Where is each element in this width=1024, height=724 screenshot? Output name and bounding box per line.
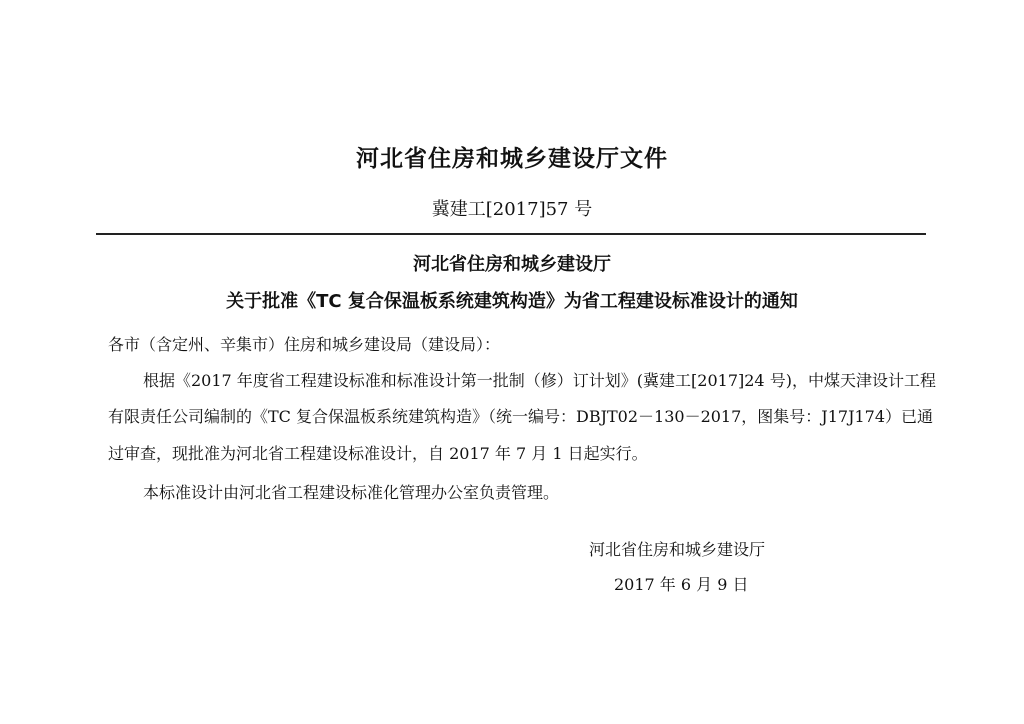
document-number: 冀建工[2017]57 号 xyxy=(431,199,593,220)
header-divider xyxy=(96,233,926,235)
body-paragraph-2: 本标准设计由河北省工程建设标准化管理办公室负责管理。 xyxy=(143,483,560,502)
signature-organization: 河北省住房和城乡建设厅 xyxy=(589,540,766,559)
signature-date: 2017 年 6 月 9 日 xyxy=(614,575,749,594)
body-paragraph-1-line-2: 有限责任公司编制的《TC 复合保温板系统建筑构造》（统一编号：DBJT02－130－2017，图集号：J17J174）已通 xyxy=(108,407,934,426)
body-paragraph-1-line-1: 根据《2017 年度省工程建设标准和标准设计第一批制（修）订计划》(冀建工[2017]24 号)，中煤天津设计工程 xyxy=(143,371,936,390)
salutation: 各市（含定州、辛集市）住房和城乡建设局（建设局）： xyxy=(108,335,501,354)
subject-issuer: 河北省住房和城乡建设厅 xyxy=(413,254,611,275)
body-paragraph-1-line-3: 过审查，现批准为河北省工程建设标准设计，自 2017 年 7 月 1 日起实行。 xyxy=(108,444,648,463)
subject-title: 关于批准《TC 复合保温板系统建筑构造》为省工程建设标准设计的通知 xyxy=(226,291,798,312)
document-title: 河北省住房和城乡建设厅文件 xyxy=(356,146,668,172)
